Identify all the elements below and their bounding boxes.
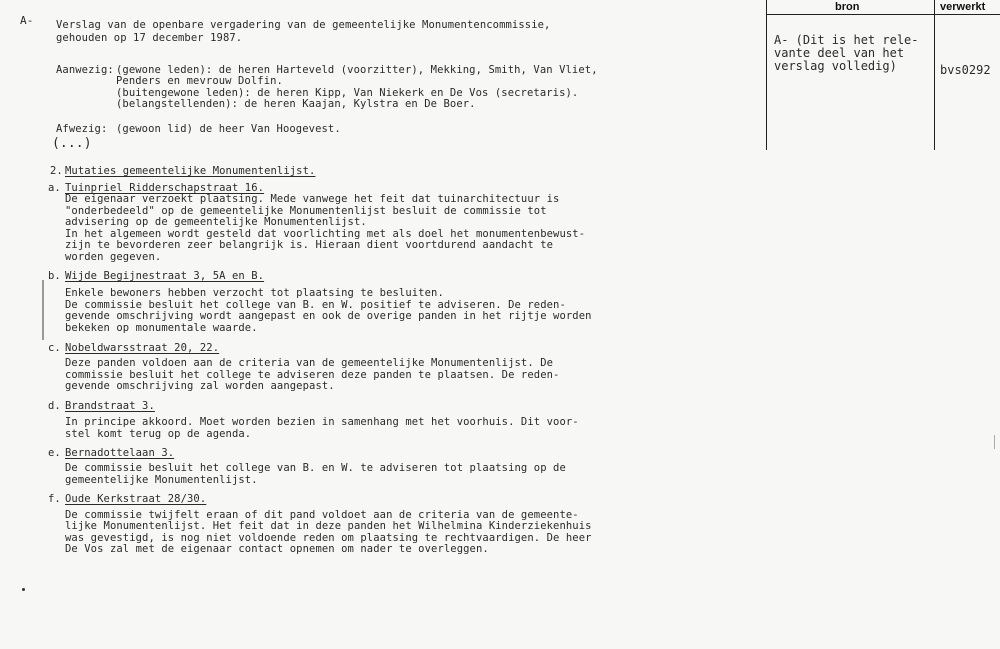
item-b-letter: b. — [48, 270, 61, 282]
item-b-title: Wijde Begijnestraat 3, 5A en B. — [65, 270, 265, 282]
item-c-line-3: gevende omschrijving zal worden aangepast. — [65, 380, 335, 392]
margin-tick — [994, 435, 995, 449]
item-c-line-2: commissie besluit het college te adviseren deze panden te plaatsen. De reden- — [65, 369, 560, 381]
item-c-letter: c. — [48, 342, 61, 354]
aanwezig-label: Aanwezig: — [56, 64, 114, 76]
item-b-line-4: bekeken op monumentale waarde. — [65, 322, 258, 334]
aanwezig-line-4: (belangstellenden): de heren Kaajan, Kylstra en De Boer. — [116, 98, 476, 110]
afwezig-label: Afwezig: — [56, 123, 108, 135]
item-d-line-2: stel komt terug op de agenda. — [65, 428, 252, 440]
margin-mark: A- — [20, 14, 34, 27]
item-f-line-1: De commissie twijfelt eraan of dit pand voldoet aan de criteria van de gemeente- — [65, 509, 579, 521]
item-b-line-1: Enkele bewoners hebben verzocht tot plaatsing te besluiten. — [65, 287, 444, 299]
afwezig-text: (gewoon lid) de heer Van Hoogevest. — [116, 123, 341, 135]
item-f-line-3: was gevestigd, is nog niet voldoende reden om plaatsing te rechtvaardigen. De heer — [65, 532, 592, 544]
item-f-letter: f. — [48, 493, 61, 505]
item-a-line-1: De eigenaar verzoekt plaatsing. Mede vanwege het feit dat tuinarchitectuur is — [65, 193, 560, 205]
item-d-line-1: In principe akkoord. Moet worden bezien in samenhang met het voorhuis. Dit voor- — [65, 416, 579, 428]
aanwezig-line-3: (buitengewone leden): de heren Kipp, Van Niekerk en De Vos (secretaris). — [116, 87, 579, 99]
bron-note-line-2: vante deel van het — [774, 46, 905, 60]
section-number: 2. — [50, 165, 63, 177]
item-a-line-3: advisering op de gemeentelijke Monumentenlijst. — [65, 216, 367, 228]
item-e-letter: e. — [48, 447, 61, 459]
item-b-line-3: gevende omschrijving wordt aangepast en ook de overige panden in het rijtje worden — [65, 310, 592, 322]
ellipsis: (...) — [52, 136, 92, 151]
margin-bar — [42, 280, 44, 340]
item-b-line-2: De commissie besluit het college van B. en W. positief te adviseren. De reden- — [65, 299, 566, 311]
item-c-line-1: Deze panden voldoen aan de criteria van de gemeentelijke Monumentenlijst. De — [65, 357, 554, 369]
item-a-letter: a. — [48, 182, 61, 194]
item-a-line-2: "onderbedeeld" op de gemeentelijke Monumentenlijst besluit de commissie tot — [65, 205, 547, 217]
panel-divider — [934, 0, 935, 150]
item-a-line-6: worden gegeven. — [65, 251, 162, 263]
bron-note-line-3: verslag volledig) — [774, 59, 897, 73]
item-a-line-4: In het algemeen wordt gesteld dat voorlichting met als doel het monumentenbewust- — [65, 228, 586, 240]
item-e-line-1: De commissie besluit het college van B. en W. te adviseren tot plaatsing op de — [65, 462, 566, 474]
doc-title-line-1: Verslag van de openbare vergadering van de gemeentelijke Monumentencommissie, — [56, 19, 551, 31]
bron-header: bron — [835, 1, 860, 13]
item-d-title: Brandstraat 3. — [65, 400, 155, 412]
item-d-letter: d. — [48, 400, 61, 412]
item-a-title: Tuinpriel Ridderschapstraat 16. — [65, 182, 265, 194]
verwerkt-header: verwerkt — [940, 1, 986, 13]
doc-title-line-2: gehouden op 17 december 1987. — [56, 32, 243, 44]
item-f-line-4: De Vos zal met de eigenaar contact opnemen om nader te overleggen. — [65, 543, 489, 555]
verwerkt-ref: bvs0292 — [940, 63, 991, 77]
aanwezig-line-1: (gewone leden): de heren Harteveld (voorzitter), Mekking, Smith, Van Vliet, — [116, 64, 598, 76]
stray-dot — [22, 588, 25, 591]
panel-header-rule — [766, 14, 1000, 15]
panel-left-border — [766, 0, 767, 150]
aanwezig-line-2: Penders en mevrouw Dolfin. — [116, 75, 283, 87]
section-title: Mutaties gemeentelijke Monumentenlijst. — [65, 165, 316, 177]
item-c-title: Nobeldwarsstraat 20, 22. — [65, 342, 220, 354]
bron-note-line-1: A- (Dit is het rele- — [774, 33, 919, 47]
item-e-line-2: gemeentelijke Monumentenlijst. — [65, 474, 258, 486]
item-f-title: Oude Kerkstraat 28/30. — [65, 493, 207, 505]
item-f-line-2: lijke Monumentenlijst. Het feit dat in deze panden het Wilhelmina Kinderziekenhuis — [65, 520, 592, 532]
item-e-title: Bernadottelaan 3. — [65, 447, 175, 459]
item-a-line-5: zijn te bevorderen zeer belangrijk is. Hieraan dient voortdurend aandacht te — [65, 239, 554, 251]
